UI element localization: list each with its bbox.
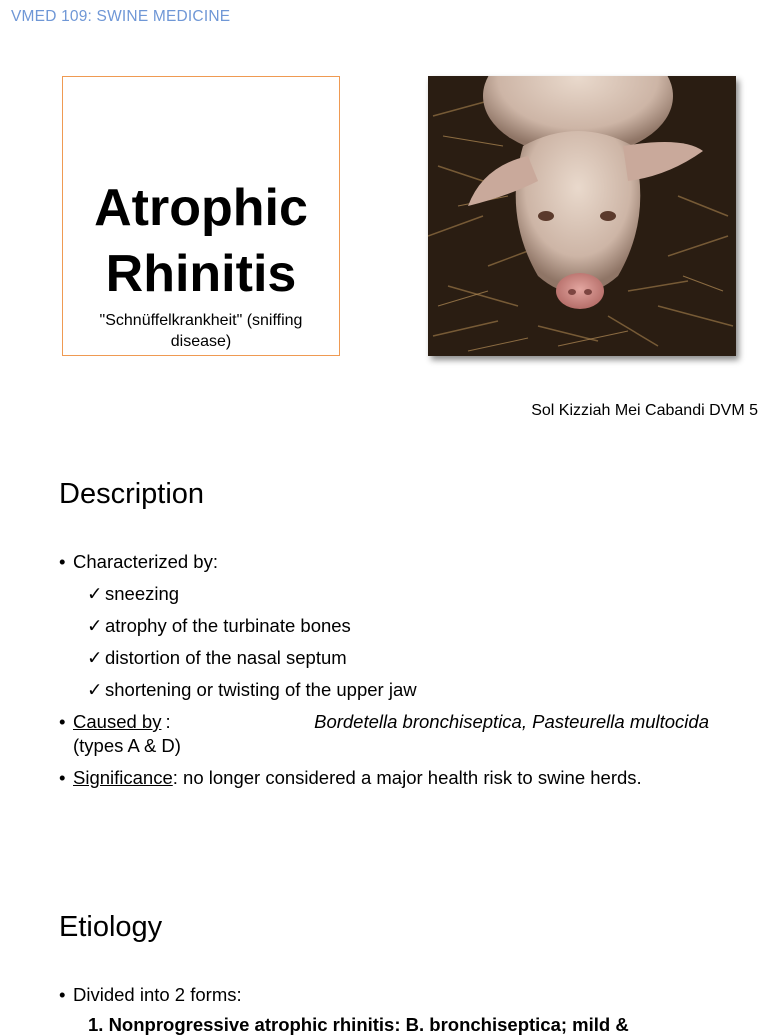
pig-image-illustration <box>428 76 736 356</box>
sign-item <box>59 582 709 606</box>
significance-label: Significance <box>73 767 173 788</box>
etiology-bullets <box>59 983 709 1007</box>
description-heading: Description <box>59 478 205 510</box>
pig-photo <box>428 76 736 356</box>
title-line-2: Rhinitis <box>105 245 297 303</box>
slide-title <box>63 175 339 307</box>
sign-text: atrophy of the turbinate bones <box>105 615 351 636</box>
significance-bullet <box>59 766 709 790</box>
course-header: VMED 109: SWINE MEDICINE <box>11 8 231 25</box>
sign-text: sneezing <box>105 583 180 604</box>
description-bullets <box>59 550 709 790</box>
forms-bullet <box>59 983 709 1007</box>
checkmark-icon: ✓ <box>87 647 103 668</box>
caused-by-bullet: • Caused by : Bordetella bronchiseptica, Pasteurella multocida (types A & D) <box>59 710 709 758</box>
significance-text: : no longer considered a major health risk to swine herds. <box>172 767 642 788</box>
author-credit: Sol Kizziah Mei Cabandi DVM 5 <box>531 402 758 419</box>
checkmark-icon: ✓ <box>87 583 103 604</box>
characterized-label: Characterized by: <box>73 551 218 572</box>
etiology-heading: Etiology <box>59 911 163 943</box>
caused-agents: Bordetella bronchiseptica, Pasteurella multocida <box>314 711 709 732</box>
form-1-item: 1. Nonprogressive atrophic rhinitis: B. bronchiseptica; mild & <box>88 1014 629 1035</box>
caused-types: (types A & D) <box>73 735 181 756</box>
sign-item <box>59 678 709 702</box>
slide-subtitle: "Schnüffelkrankheit" (sniffing disease) <box>99 312 303 350</box>
characterized-bullet <box>59 550 709 574</box>
checkmark-icon: ✓ <box>87 679 103 700</box>
title-card <box>62 76 340 356</box>
forms-label: Divided into 2 forms: <box>73 984 242 1005</box>
title-line-1: Atrophic <box>94 179 308 237</box>
caused-label: • Caused by <box>73 711 162 732</box>
sign-item <box>59 614 709 638</box>
sign-text: distortion of the nasal septum <box>105 647 347 668</box>
sign-text: shortening or twisting of the upper jaw <box>105 679 417 700</box>
checkmark-icon: ✓ <box>87 615 103 636</box>
sign-item <box>59 646 709 670</box>
